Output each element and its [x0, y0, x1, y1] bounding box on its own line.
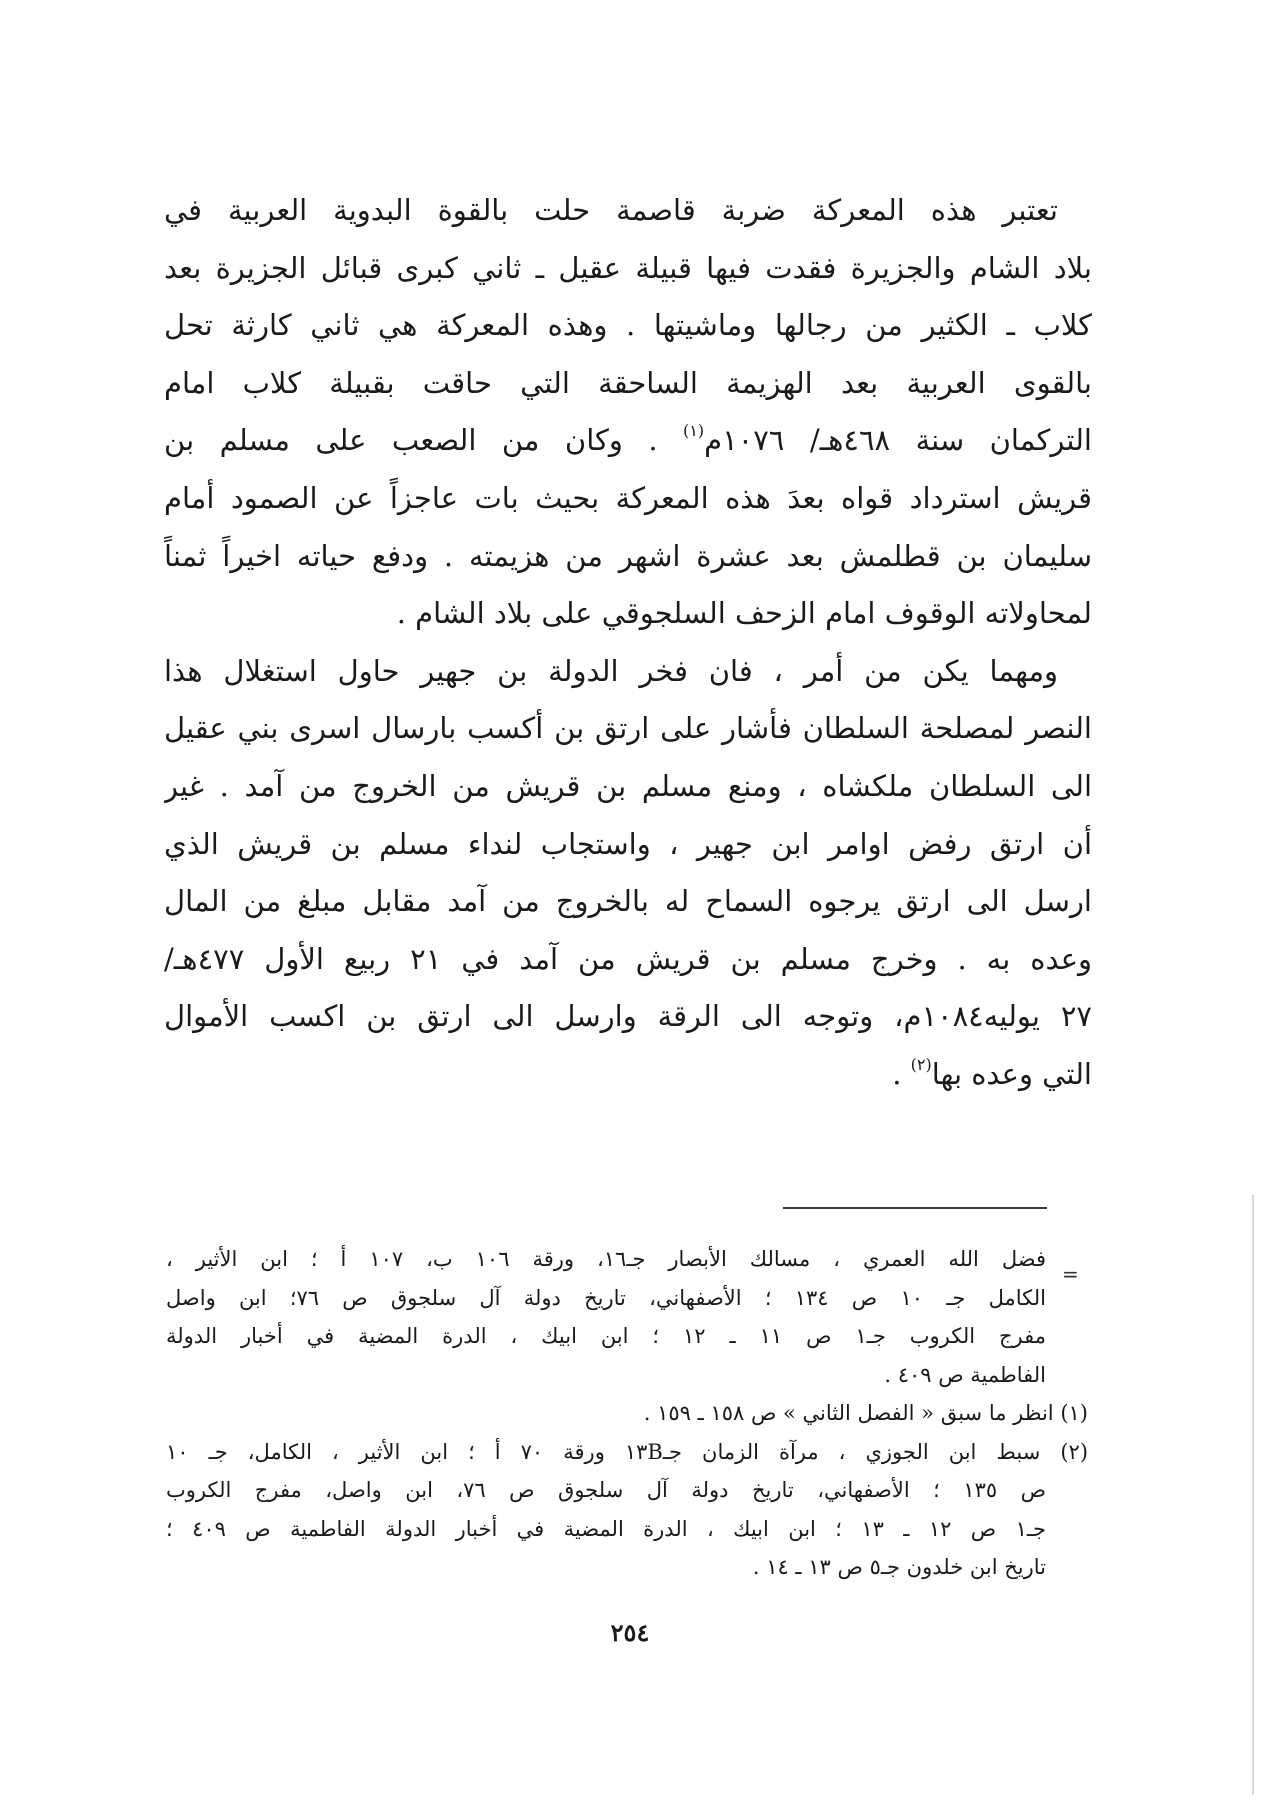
- line-text: .: [892, 1056, 911, 1091]
- paragraph-line: النصر لمصلحة السلطان فأشار على ارتق بن أكسب بارسال اسرى بني عقيل: [164, 711, 1092, 746]
- footnotes: [166, 1240, 1088, 1587]
- footnote-line: جـ١ ص ١٢ ـ ١٣ ؛ ابن ابيك ، الدرة المضية في أخبار الدولة الفاطمية ص ٤٠٩ ؛: [166, 1516, 1046, 1541]
- paragraph-line: الى السلطان ملكشاه ، ومنع مسلم بن قريش من الخروج من آمد . غير: [164, 768, 1092, 803]
- paragraph-line: لمحاولاته الوقوف امام الزحف السلجوقي على بلاد الشام .: [396, 596, 1092, 631]
- footnote-1: (١) انظر ما سبق « الفصل الثاني » ص ١٥٨ ـ ١٥٩ .: [643, 1401, 1088, 1425]
- paragraph-line: بلاد الشام والجزيرة فقدت فيها قبيلة عقيل ـ ثاني كبرى قبائل الجزيرة بعد: [164, 250, 1092, 285]
- footnote-ref-1[interactable]: (١): [683, 421, 705, 441]
- footnote-line: الفاطمية ص ٤٠٩ .: [884, 1362, 1046, 1387]
- paragraph-line: ومهما يكن من أمر ، فان فخر الدولة بن جهير حاول استغلال هذا: [164, 653, 1058, 688]
- footnote-line: الكامل جـ ١٠ ص ١٣٤ ؛ الأصفهاني، تاريخ دولة آل سلجوق ص ٧٦؛ ابن واصل: [166, 1285, 1046, 1310]
- paragraph-line: ٢٧ يوليه١٠٨٤م، وتوجه الى الرقة وارسل الى ارتق بن اكسب الأموال: [164, 999, 1092, 1034]
- continuation-marker: =: [1062, 1262, 1079, 1286]
- paragraph-line: بالقوى العربية بعد الهزيمة الساحقة التي حاقت بقبيلة كلاب امام: [164, 365, 1092, 400]
- paragraph-line: ارسل الى ارتق يرجوه السماح له بالخروج من آمد مقابل مبلغ من المال: [164, 884, 1092, 919]
- line-text: التي وعده بها: [931, 1056, 1092, 1091]
- paragraph-line: كلاب ـ الكثير من رجالها وماشيتها . وهذه المعركة هي ثاني كارثة تحل: [164, 308, 1092, 343]
- page-edge-line: [1252, 1195, 1254, 1795]
- line-text: التركمان سنة ٤٦٨هـ/ ١٠٧٦م: [704, 423, 1092, 458]
- page-number: ٢٥٤: [610, 1618, 650, 1647]
- footnote-line: مفرج الكروب جـ١ ص ١١ ـ ١٢ ؛ ابن ابيك ، الدرة المضية في أخبار الدولة: [166, 1324, 1046, 1348]
- main-text: [164, 182, 1092, 1104]
- footnote-line: ص ١٣٥ ؛ الأصفهاني، تاريخ دولة آل سلجوق ص ٧٦، ابن واصل، مفرج الكروب: [166, 1478, 1046, 1502]
- footnote-line: تاريخ ابن خلدون جـ٥ ص ١٣ ـ ١٤ .: [752, 1555, 1046, 1579]
- footnote-line: فضل الله العمري ، مسالك الأبصار جـ١٦، ورقة ١٠٦ ب، ١٠٧ أ ؛ ابن الأثير ،: [166, 1247, 1046, 1271]
- paragraph-line: قريش استرداد قواه بعدَ هذه المعركة بحيث بات عاجزاً عن الصمود أمام: [164, 480, 1092, 515]
- line-text: . وكان من الصعب على مسلم بن: [164, 423, 683, 458]
- footnote-separator: [783, 1207, 1047, 1209]
- paragraph-line: [164, 412, 1092, 470]
- footnote-2: (٢) سبط ابن الجوزي ، مرآة الزمان جـ١٣B ورقة ٧٠ أ ؛ ابن الأثير ، الكامل، جـ ١٠: [166, 1439, 1088, 1464]
- paragraph-line: سليمان بن قطلمش بعد عشرة اشهر من هزيمته . ودفع حياته اخيراً ثمناً: [164, 538, 1092, 573]
- paragraph-line: [164, 1046, 1092, 1104]
- paragraph-line: وعده به . وخرج مسلم بن قريش من آمد في ٢١ ربيع الأول ٤٧٧هـ/: [164, 941, 1092, 976]
- paragraph-line: أن ارتق رفض اوامر ابن جهير ، واستجاب لنداء مسلم بن قريش الذي: [164, 826, 1092, 861]
- footnote-ref-2[interactable]: (٢): [910, 1054, 932, 1074]
- paragraph-line: تعتبر هذه المعركة ضربة قاصمة حلت بالقوة البدوية العربية في: [164, 193, 1058, 227]
